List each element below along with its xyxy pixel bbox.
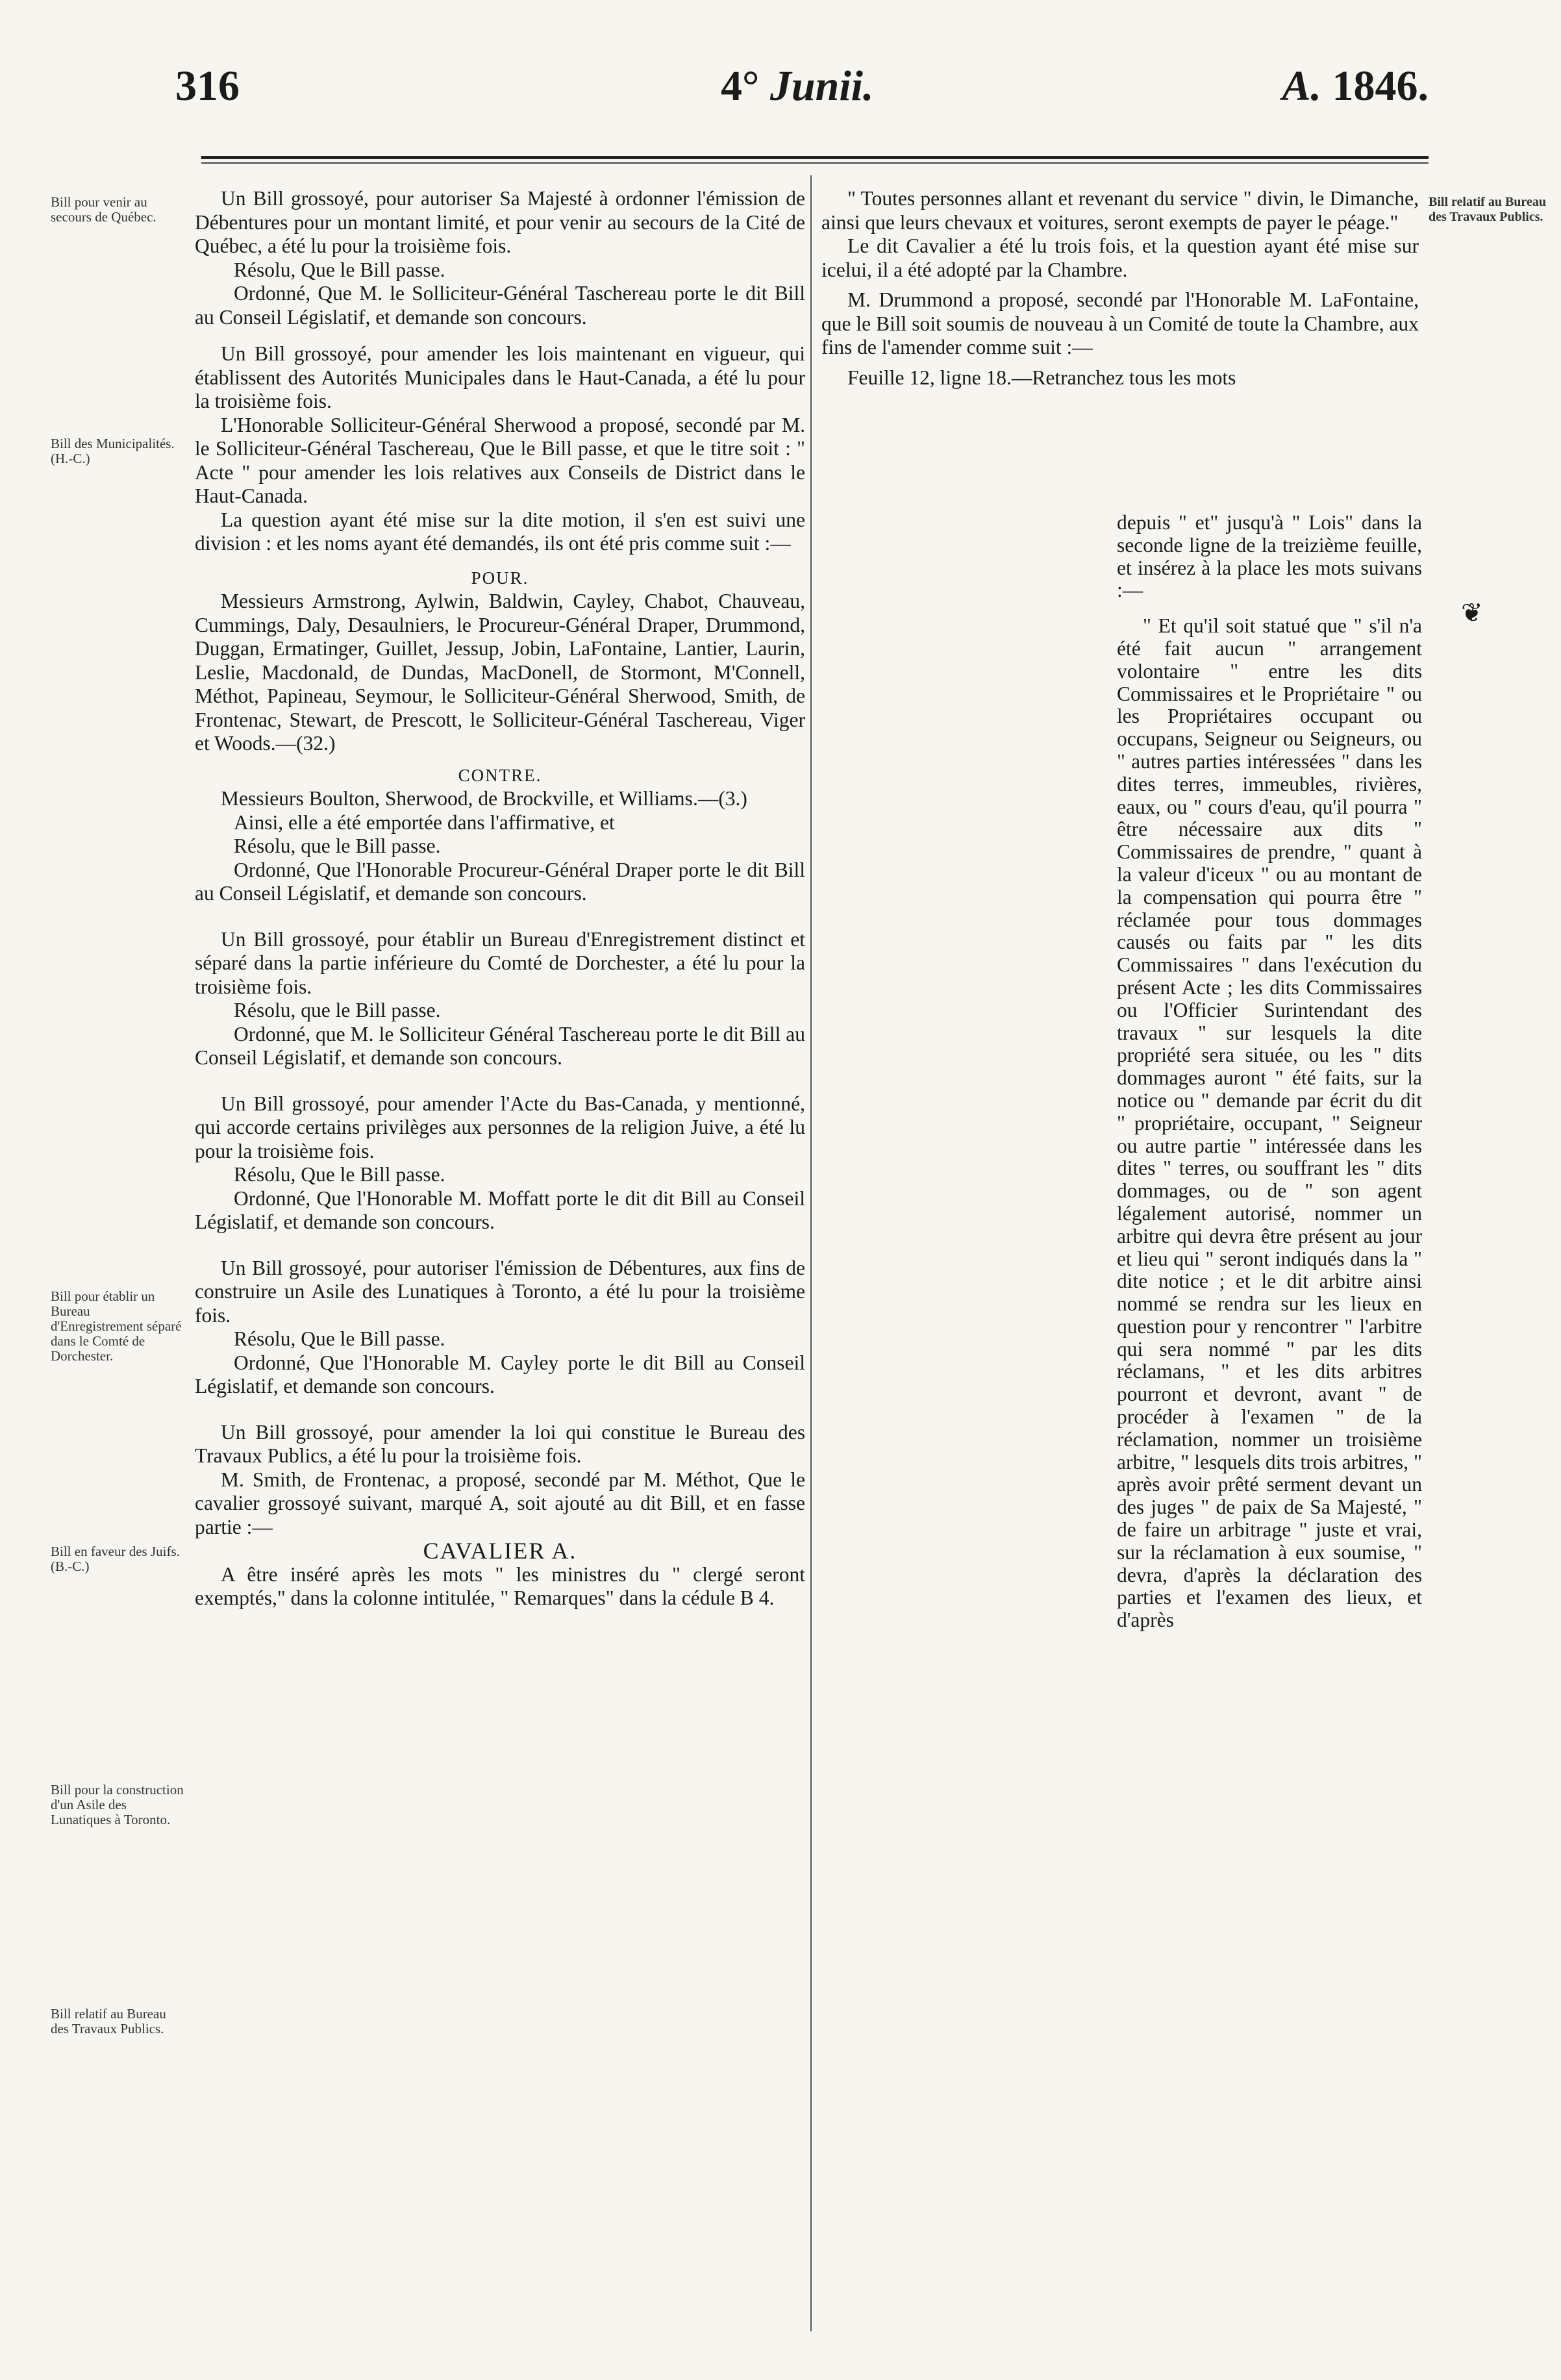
quebec-paragraph: Un Bill grossoyé, pour autoriser Sa Majesté à ordonner l'émission de Débentures pour un montant limité, et pour venir au secours de la Cité de Québec, a été lu pour la troisième fois. xyxy=(195,187,805,257)
section-juifs xyxy=(195,1092,805,1234)
right-column xyxy=(821,187,1419,390)
margin-note-quebec: Bill pour venir au secours de Québec. xyxy=(51,194,156,225)
left-column xyxy=(195,187,805,1616)
pour-heading: POUR. xyxy=(471,568,529,588)
amendment-column xyxy=(1117,512,1422,1632)
year-prefix: A. xyxy=(1282,62,1321,110)
page-year xyxy=(1282,62,1429,111)
header-rule-thin xyxy=(201,162,1429,164)
dorchester-paragraph: Un Bill grossoyé, pour établir un Bureau d'Enregistrement distinct et séparé dans la partie inférieure du Comté de Dorchester, a été lu pour la troisième fois. xyxy=(195,927,805,998)
margin-note-toronto: Bill pour la construction d'un Asile des Lunatiques à Toronto. xyxy=(51,1782,184,1827)
municipal-ordonne: Ordonné, Que l'Honorable Procureur-Général Draper porte le dit Bill au Conseil Législatif, et demande son concours. xyxy=(195,858,805,905)
cavalier-heading: CAVALIER A. xyxy=(423,1538,577,1564)
page-number: 316 xyxy=(175,62,240,110)
section-quebec xyxy=(195,187,805,329)
municipal-resolu: Résolu, que le Bill passe. xyxy=(234,834,441,857)
dorchester-resolu: Résolu, que le Bill passe. xyxy=(234,999,441,1021)
travaux-motion: M. Smith, de Frontenac, a proposé, secondé par M. Méthot, Que le cavalier grossoyé suivant, marqué A, soit ajouté au dit Bill, et en fasse partie :— xyxy=(195,1468,805,1538)
toronto-paragraph: Un Bill grossoyé, pour autoriser l'émission de Débentures, aux fins de construire un Asile des Lunatiques à Toronto, a été lu pour la troisième fois. xyxy=(195,1256,805,1327)
margin-note-travaux-right: Bill relatif au Bureau des Travaux Publics. xyxy=(1429,195,1546,224)
contre-heading: CONTRE. xyxy=(458,765,542,785)
toronto-ordonne: Ordonné, Que l'Honorable M. Cayley porte le dit Bill au Conseil Législatif, et demande son concours. xyxy=(195,1351,805,1397)
section-toronto xyxy=(195,1257,805,1399)
header-rule xyxy=(201,156,1429,159)
column-divider xyxy=(810,175,812,2331)
margin-note-municipalites: Bill des Municipalités. (H.-C.) xyxy=(51,436,175,466)
drummond-motion: M. Drummond a proposé, secondé par l'Honorable M. LaFontaine, que le Bill soit soumis de nouveau à un Comité de toute la Chambre, aux fins de l'amender comme suit :— xyxy=(821,288,1419,358)
quebec-resolu: Résolu, Que le Bill passe. xyxy=(234,258,445,281)
margin-note-juifs: Bill en faveur des Juifs. (B.-C.) xyxy=(51,1544,180,1574)
margin-note-travaux: Bill relatif au Bureau des Travaux Publics. xyxy=(51,2006,166,2036)
pour-names: Messieurs Armstrong, Aylwin, Baldwin, Cayley, Chabot, Chauveau, Cummings, Daly, Desaulniers, le Procureur-Général Draper, Drummond, Duggan, Ermatinger, Guillet, Jessup, Jobin, LaFontaine, Lantier, Laurin, Leslie, Macdonald, de Dundas, MacDonell, de Stormont, M'Connell, Méthot, Papineau, Seymour, le Solliciteur-Général Sherwood, Smith, de Frontenac, Stewart, de Prescott, le Solliciteur-Général Taschereau, Viger et Woods.—(32.) xyxy=(195,590,805,755)
cavalier-quote: " Toutes personnes allant et revenant du service " divin, le Dimanche, ainsi que leurs chevaux et voitures, seront exempts de payer le péage." xyxy=(821,187,1419,234)
contre-names: Messieurs Boulton, Sherwood, de Brockville, et Williams.—(3.) xyxy=(221,787,747,810)
section-dorchester xyxy=(195,928,805,1070)
amendment-text: " Et qu'il soit statué que " s'il n'a été fait aucun " arrangement volontaire " entre les dits Commissaires et le Propriétaire " ou les Propriétaires occupant ou occupans, Seigneur ou Seigneurs, ou " autres parties intéressées " dans les dites terres, immeubles, rivières, eaux, ou " cours d'eau, qu'il pourra " être nécessaire aux dits " Commissaires de prendre, " quant à la valeur d'iceux " ou au montant de la compensation qui pourra être " réclamée pour tous dommages causés ou faits par " les dits Commissaires " dans l'exécution du présent Acte ; les dits Commissaires ou l'Officier Surintendant des travaux " sur lesquels la dite propriété sera située, ou les " dits dommages auront " été faits, sur la notice ou " demande par écrit du dit " propriétaire, occupant, " Seigneur ou autre partie " intéressée dans les dites " terres, ou souffrant les " dits dommages, ou de " son agent légalement autorisé, nommer un arbitre qui devra être présent au jour et lieu qui " seront indiqués dans la " dite notice ; et le dit arbitre ainsi nommé se rendra sur les lieux en question pour y rencontrer " l'arbitre qui sera nommé " par les dits réclamans, " et les dits arbitres pourront et devront, avant " de procéder à l'examen " de la réclamation, nommer un troisième arbitre, " lesquels dits trois arbitres, " après avoir prêté serment devant un des juges " de paix de Sa Majesté, " de faire un arbitrage " juste et vrai, sur la réclamation à eux soumise, " devra, d'après la déclaration des parties et l'examen des lieux, et d'après xyxy=(1117,614,1422,1632)
section-travaux xyxy=(195,1421,805,1610)
printer-mark-icon: ❦ xyxy=(1461,598,1483,627)
juifs-ordonne: Ordonné, Que l'Honorable M. Moffatt porte le dit dit Bill au Conseil Législatif, et demande son concours. xyxy=(195,1186,805,1233)
cavalier-text: A être inséré après les mots " les ministres du " clergé seront exemptés," dans la colonne intitulée, " Remarques" dans la cédule B 4. xyxy=(195,1562,805,1609)
page-header xyxy=(162,55,1429,127)
cavalier-adopted: Le dit Cavalier a été lu trois fois, et la question ayant été mise sur icelui, il a été adopté par la Chambre. xyxy=(821,234,1419,281)
page-date xyxy=(721,62,874,111)
section-municipalites xyxy=(195,342,805,906)
year-value: 1846. xyxy=(1332,62,1429,110)
retranchez-continuation: depuis " et" jusqu'à " Lois" dans la seconde ligne de la treizième feuille, et insérez à la place les mots suivans :— xyxy=(1117,511,1422,602)
travaux-paragraph: Un Bill grossoyé, pour amender la loi qui constitue le Bureau des Travaux Publics, a été lu pour la troisième fois. xyxy=(195,1420,805,1467)
municipal-division: La question ayant été mise sur la dite motion, il s'en est suivi une division : et les noms ayant été demandés, ils ont été pris comme suit :— xyxy=(195,508,805,555)
margin-note-dorchester: Bill pour établir un Bureau d'Enregistrement séparé dans le Comté de Dorchester. xyxy=(51,1288,182,1364)
date-day: 4° xyxy=(721,62,760,110)
dorchester-ordonne: Ordonné, que M. le Solliciteur Général Taschereau porte le dit Bill au Conseil Législatif, et demande son concours. xyxy=(195,1022,805,1069)
feuille-instruction: Feuille 12, ligne 18.—Retranchez tous les mots xyxy=(847,366,1236,389)
municipal-motion: L'Honorable Solliciteur-Général Sherwood a proposé, secondé par M. le Solliciteur-Général Taschereau, Que le Bill passe, et que le titre soit : " Acte " pour amender les lois relatives aux Conseils de District dans le Haut-Canada. xyxy=(195,413,805,507)
municipal-ainsi: Ainsi, elle a été emportée dans l'affirmative, et xyxy=(234,810,615,834)
juifs-paragraph: Un Bill grossoyé, pour amender l'Acte du Bas-Canada, y mentionné, qui accorde certains privilèges aux personnes de la religion Juive, a été lu pour la troisième fois. xyxy=(195,1092,805,1162)
juifs-resolu: Résolu, Que le Bill passe. xyxy=(234,1163,445,1186)
municipal-paragraph: Un Bill grossoyé, pour amender les lois maintenant en vigueur, qui établissent des Autorités Municipales dans le Haut-Canada, a été lu pour la troisième fois. xyxy=(195,342,805,412)
date-month: Junii. xyxy=(769,62,874,110)
quebec-ordonne: Ordonné, Que M. le Solliciteur-Général Taschereau porte le dit Bill au Conseil Législatif, et demande son concours. xyxy=(195,282,805,329)
toronto-resolu: Résolu, Que le Bill passe. xyxy=(234,1327,445,1350)
